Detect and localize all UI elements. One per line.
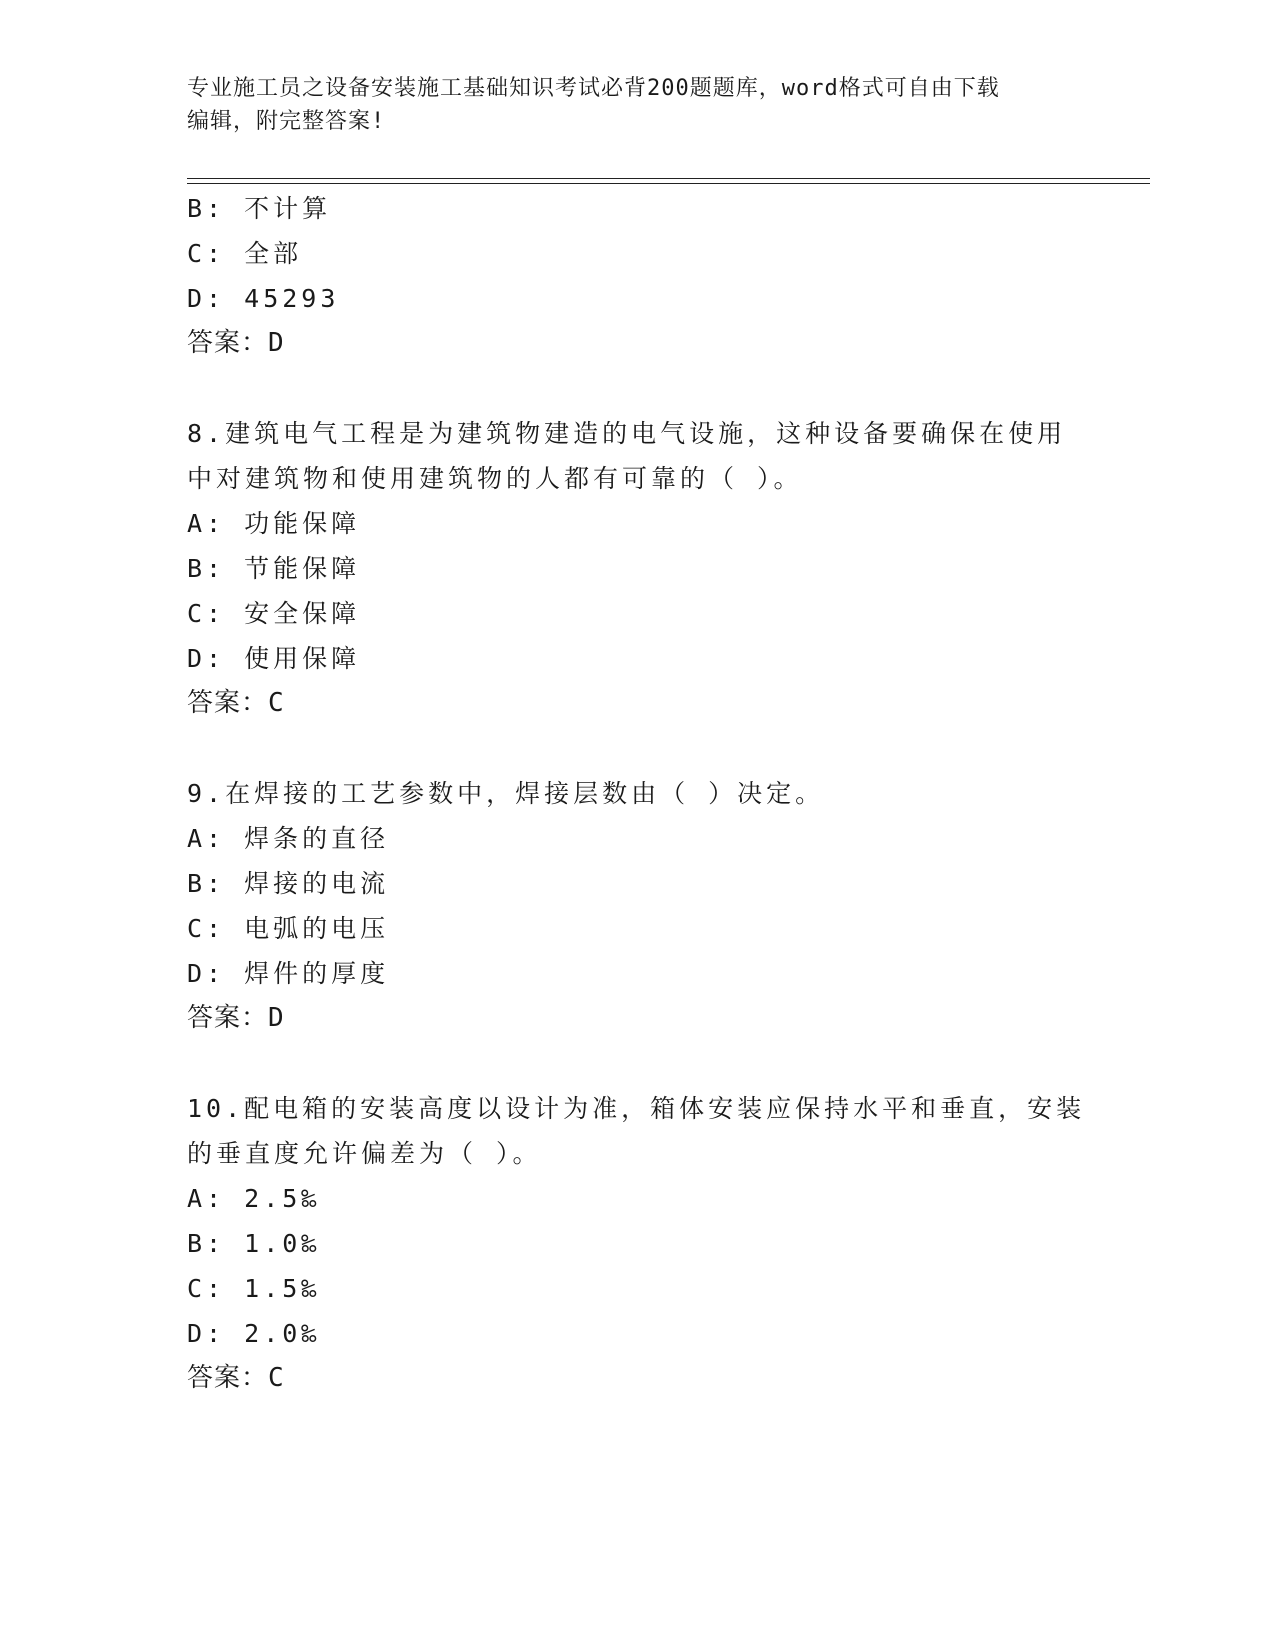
question-text-line-2: 的垂直度允许偏差为（ ）。 (187, 1139, 542, 1168)
header-title-line-1: 专业施工员之设备安装施工基础知识考试必背200题题库，word格式可自由下载 (187, 76, 1000, 101)
question-block-7 (187, 186, 1087, 366)
question-list (187, 186, 1087, 1401)
question-block-8 (187, 411, 1087, 726)
option-d: D: 2.0‰ (187, 1319, 321, 1348)
answer-line: 答案：C (187, 688, 285, 718)
option-b: B: 1.0‰ (187, 1229, 321, 1258)
question-block-9 (187, 771, 1087, 1041)
answer-line: 答案：C (187, 1363, 285, 1393)
spacer (187, 726, 1087, 771)
question-text-line-1: 8.建筑电气工程是为建筑物建造的电气设施，这种设备要确保在使用 (187, 419, 1067, 448)
option-b: B: 不计算 (187, 194, 332, 223)
answer-line: 答案：D (187, 1003, 285, 1033)
option-d: D: 45293 (187, 284, 340, 313)
option-c: C: 安全保障 (187, 599, 361, 628)
option-a: A: 功能保障 (187, 509, 361, 538)
question-text-line-1: 9.在焊接的工艺参数中，焊接层数由（ ）决定。 (187, 779, 825, 808)
answer-line: 答案：D (187, 328, 285, 358)
header-title-line-2: 编辑，附完整答案! (187, 109, 386, 134)
header-divider-bottom (187, 183, 1150, 184)
option-b: B: 节能保障 (187, 554, 361, 583)
question-text-line-1: 10.配电箱的安装高度以设计为准，箱体安装应保持水平和垂直，安装 (187, 1094, 1086, 1123)
header-divider-top (187, 178, 1150, 179)
question-block-10 (187, 1086, 1087, 1401)
option-a: A: 2.5‰ (187, 1184, 321, 1213)
question-text-line-2: 中对建筑物和使用建筑物的人都有可靠的（ ）。 (187, 464, 803, 493)
document-header (187, 72, 1087, 138)
spacer (187, 366, 1087, 411)
option-b: B: 焊接的电流 (187, 869, 390, 898)
option-d: D: 焊件的厚度 (187, 959, 390, 988)
option-a: A: 焊条的直径 (187, 824, 390, 853)
spacer (187, 1041, 1087, 1086)
option-c: C: 1.5‰ (187, 1274, 321, 1303)
option-c: C: 全部 (187, 239, 303, 268)
option-c: C: 电弧的电压 (187, 914, 390, 943)
option-d: D: 使用保障 (187, 644, 361, 673)
